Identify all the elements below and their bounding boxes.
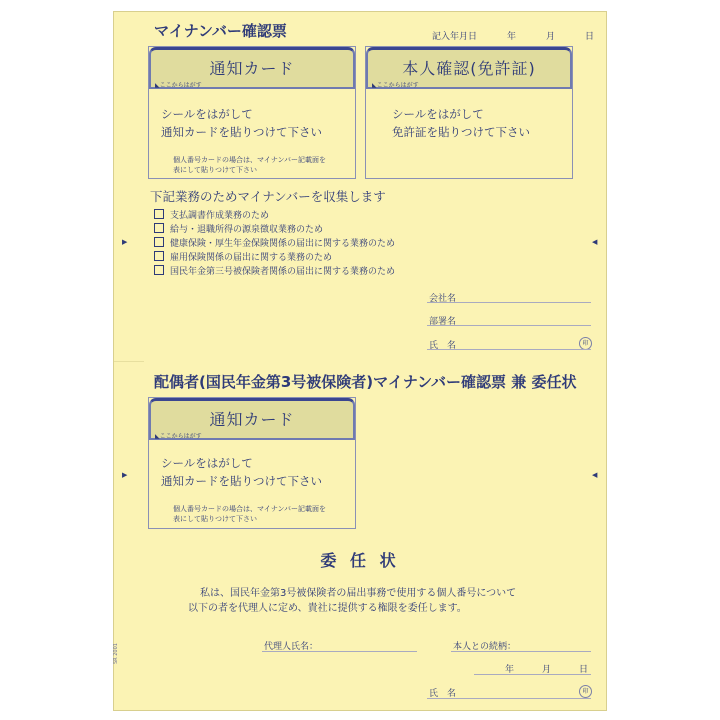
notice-card-note-2: 表にして貼りつけて下さい bbox=[173, 166, 257, 174]
company-label: 会社名 bbox=[429, 294, 457, 304]
entry-date-year[interactable]: 年 bbox=[507, 32, 517, 42]
triangle-left-icon: ◀ bbox=[592, 471, 598, 479]
form-sheet bbox=[113, 11, 607, 711]
spouse-notice-note-1: 個人番号カードの場合は、マイナンバー記載面を bbox=[173, 505, 327, 513]
purpose-item[interactable]: 国民年金第三号被保険者関係の届出に関する業務のため bbox=[154, 264, 395, 278]
notice-card-box[interactable] bbox=[148, 46, 356, 179]
peel-here-label: ◣ここからはがす bbox=[155, 433, 202, 440]
checkbox[interactable] bbox=[154, 251, 164, 261]
peel-here-label: ◣ここからはがす bbox=[372, 82, 419, 89]
purpose-heading: 下記業務のためマイナンバーを収集します bbox=[150, 189, 386, 204]
purpose-item[interactable]: 健康保険・厚生年金保険関係の届出に関する業務のため bbox=[154, 236, 395, 250]
spouse-notice-card-tab-title: 通知カード bbox=[209, 410, 295, 429]
proxy-date-field[interactable] bbox=[474, 674, 591, 675]
spouse-notice-instruction-2: 通知カードを貼りつけて下さい bbox=[161, 474, 322, 488]
spouse-notice-card-box[interactable] bbox=[148, 397, 356, 529]
margin-code: SR 2001 bbox=[113, 643, 119, 664]
notice-card-instruction-2: 通知カードを貼りつけて下さい bbox=[161, 125, 322, 139]
triangle-left-icon: ◀ bbox=[592, 238, 598, 246]
notice-card-tab[interactable] bbox=[149, 47, 355, 89]
proxy-date-year[interactable]: 年 bbox=[505, 665, 515, 675]
purpose-item[interactable]: 給与・退職所得の源泉徴収業務のため bbox=[154, 222, 395, 236]
spouse-name-label: 氏 名 bbox=[429, 689, 457, 699]
notice-card-tab-title: 通知カード bbox=[209, 59, 295, 78]
purpose-list bbox=[154, 208, 395, 278]
agent-name-field[interactable] bbox=[262, 651, 417, 652]
peel-here-label: ◣ここからはがす bbox=[155, 82, 202, 89]
spouse-notice-note-2: 表にして貼りつけて下さい bbox=[173, 515, 257, 523]
license-tab[interactable] bbox=[366, 47, 572, 89]
form-title: マイナンバー確認票 bbox=[154, 22, 287, 40]
spouse-notice-card-tab[interactable] bbox=[149, 398, 355, 440]
entry-date-month[interactable]: 月 bbox=[546, 32, 556, 42]
checkbox[interactable] bbox=[154, 237, 164, 247]
company-field[interactable] bbox=[427, 302, 591, 303]
proxy-title: 委 任 状 bbox=[320, 551, 400, 570]
cut-line bbox=[114, 361, 144, 362]
spouse-name-field[interactable] bbox=[427, 698, 591, 699]
license-tab-title: 本人確認(免許証) bbox=[402, 59, 536, 78]
agent-name-label: 代理人氏名： bbox=[264, 642, 319, 652]
entry-date-day[interactable]: 日 bbox=[585, 32, 595, 42]
license-instruction-2: 免許証を貼りつけて下さい bbox=[392, 125, 530, 139]
entry-date-label: 記入年月日 bbox=[432, 32, 478, 42]
seal-mark: 印 bbox=[579, 337, 592, 350]
name-field[interactable] bbox=[427, 349, 591, 350]
checkbox[interactable] bbox=[154, 209, 164, 219]
department-label: 部署名 bbox=[429, 317, 457, 327]
proxy-text-2: 以下の者を代理人に定め、貴社に提供する権限を委任します。 bbox=[188, 603, 467, 614]
triangle-right-icon: ▶ bbox=[122, 471, 128, 479]
spouse-section-title: 配偶者(国民年金第3号被保険者)マイナンバー確認票 兼 委任状 bbox=[154, 373, 577, 391]
proxy-date-day[interactable]: 日 bbox=[579, 665, 589, 675]
department-field[interactable] bbox=[427, 325, 591, 326]
purpose-item[interactable]: 支払調書作成業務のため bbox=[154, 208, 395, 222]
purpose-item[interactable]: 雇用保険関係の届出に関する業務のため bbox=[154, 250, 395, 264]
relation-field[interactable] bbox=[451, 651, 591, 652]
relation-label: 本人との続柄： bbox=[453, 642, 517, 652]
spouse-notice-instruction-1: シールをはがして bbox=[161, 456, 253, 470]
checkbox[interactable] bbox=[154, 223, 164, 233]
notice-card-note-1: 個人番号カードの場合は、マイナンバー記載面を bbox=[173, 156, 327, 164]
proxy-text-1: 私は、国民年金第3号被保険者の届出事務で使用する個人番号について bbox=[200, 588, 517, 599]
license-instruction-1: シールをはがして bbox=[392, 107, 484, 121]
spouse-seal-mark: 印 bbox=[579, 685, 592, 698]
triangle-right-icon: ▶ bbox=[122, 238, 128, 246]
proxy-date-month[interactable]: 月 bbox=[542, 665, 552, 675]
notice-card-instruction-1: シールをはがして bbox=[161, 107, 253, 121]
checkbox[interactable] bbox=[154, 265, 164, 275]
name-label: 氏 名 bbox=[429, 341, 457, 351]
license-box[interactable] bbox=[365, 46, 573, 179]
